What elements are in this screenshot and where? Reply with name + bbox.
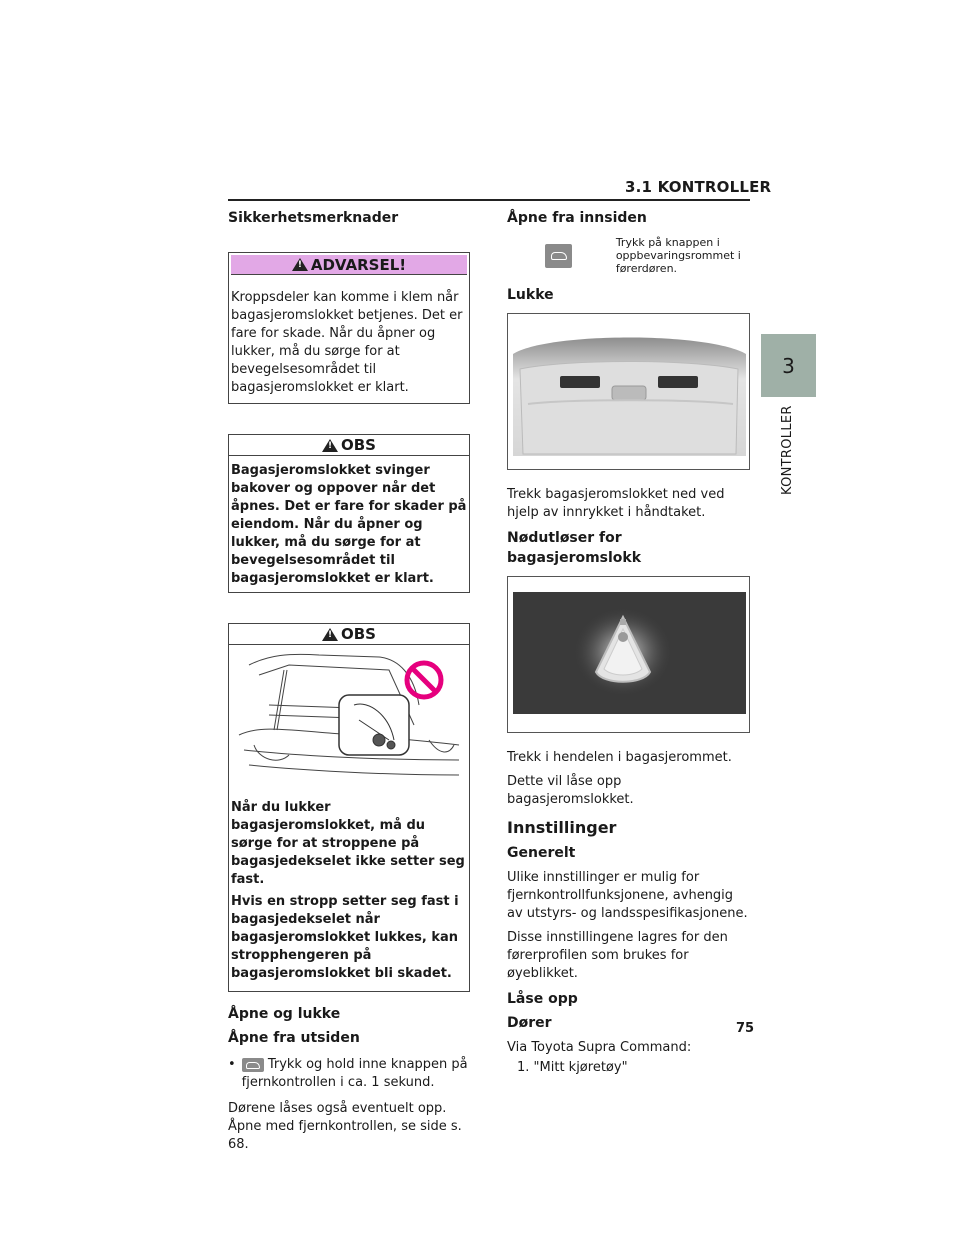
notice-title-2 xyxy=(229,624,469,645)
warning-box xyxy=(228,252,470,404)
bullet-dot: • xyxy=(228,1057,236,1072)
notice-title-text-2: OBS xyxy=(341,625,376,643)
close-heading: Lukke xyxy=(507,287,554,303)
chapter-label-wrap xyxy=(749,405,829,510)
emergency-release-figure xyxy=(507,576,750,733)
open-outside-heading: Åpne fra utsiden xyxy=(228,1030,360,1046)
open-inside-heading: Åpne fra innsiden xyxy=(507,210,647,226)
section-header: 3.1 KONTROLLER xyxy=(625,178,772,196)
emergency-text-1: Trekk i hendelen i bagasjerommet. xyxy=(507,750,732,765)
notice-title-text-1: OBS xyxy=(341,436,376,454)
emergency-text-2: Dette vil låse opp bagasjeromslokket. xyxy=(507,774,634,807)
notice-2-para-1: Når du lukker bagasjeromslokket, må du sørge for at stroppene på bagasjedekselet ikke setter seg fast. xyxy=(231,800,465,887)
warning-title-text: ADVARSEL! xyxy=(310,255,407,274)
doors-paragraph: Dørene låses også eventuelt opp. Åpne med fjernkontrollen, se side s. 68. xyxy=(228,1101,462,1152)
inside-button-row xyxy=(507,236,750,275)
notice-text-1: Bagasjeromslokket svinger bakover og oppover når det åpnes. Det er fare for skader på eiendom. Når du åpner og lukker, må du sørge for at bevegelsesområdet til bagasjeromslokket er klart. xyxy=(231,463,467,586)
warning-text: Kroppsdeler kan komme i klem når bagasjeromslokket betjenes. Det er fare for skade. Når du åpner og lukker, må du sørge for at bevegelsesområdet til bagasjeromslokket er klart. xyxy=(231,290,463,395)
notice-2-para-2: Hvis en stropp setter seg fast i bagasjedekselet når bagasjeromslokket lukkes, kan stropphengeren på bagasjeromslokket bli skadet. xyxy=(231,894,459,981)
notice-triangle-icon xyxy=(322,628,338,641)
safety-heading: Sikkerhetsmerknader xyxy=(228,210,399,226)
trunk-lid-figure xyxy=(507,313,750,470)
trunk-lid-drawing xyxy=(508,314,750,470)
bullet-item xyxy=(228,1056,470,1092)
general-para-1: Ulike innstillinger er mulig for fjernkontrollfunksjonene, avhengig av utstyrs- og landsspesifikasjonene. xyxy=(507,870,748,921)
chapter-tab: 3 xyxy=(761,334,816,397)
settings-heading: Innstillinger xyxy=(507,818,617,837)
emergency-release-drawing xyxy=(508,577,750,733)
list-item-1: 1. "Mitt kjøretøy" xyxy=(517,1060,628,1075)
bullet-text: Trykk og hold inne knappen på fjernkontrollen i ca. 1 sekund. xyxy=(241,1057,468,1090)
notice-triangle-icon xyxy=(322,439,338,452)
emergency-heading: Nødutløser for bagasjeromslokk xyxy=(507,530,642,566)
close-text: Trekk bagasjeromslokket ned ved hjelp av innrykket i håndtaket. xyxy=(507,487,725,520)
open-close-heading: Åpne og lukke xyxy=(228,1006,341,1022)
warning-title xyxy=(231,255,467,275)
inside-caption: Trykk på knappen i oppbevaringsrommet i førerdøren. xyxy=(615,236,741,275)
left-column xyxy=(228,208,470,1154)
general-heading: Generelt xyxy=(507,845,576,861)
trunk-strap-drawing xyxy=(229,645,469,795)
page-number: 75 xyxy=(736,1021,755,1036)
right-column xyxy=(507,208,750,1077)
general-para-2: Disse innstillingene lagres for den førerprofilen som brukes for øyeblikket. xyxy=(507,930,728,981)
chapter-label: KONTROLLER xyxy=(780,405,795,495)
trunk-button-icon xyxy=(242,1058,264,1072)
trunk-release-button-icon xyxy=(545,244,572,268)
doors-heading: Dører xyxy=(507,1015,552,1031)
warning-triangle-icon xyxy=(292,258,308,271)
notice-text-2 xyxy=(229,795,469,991)
notice-title-1 xyxy=(229,435,469,456)
trunk-strap-illustration xyxy=(229,645,469,795)
notice-box-1 xyxy=(228,434,470,593)
notice-box-2 xyxy=(228,623,470,992)
unlock-heading: Låse opp xyxy=(507,991,578,1007)
via-text: Via Toyota Supra Command: xyxy=(507,1040,692,1055)
header-rule xyxy=(228,199,750,201)
